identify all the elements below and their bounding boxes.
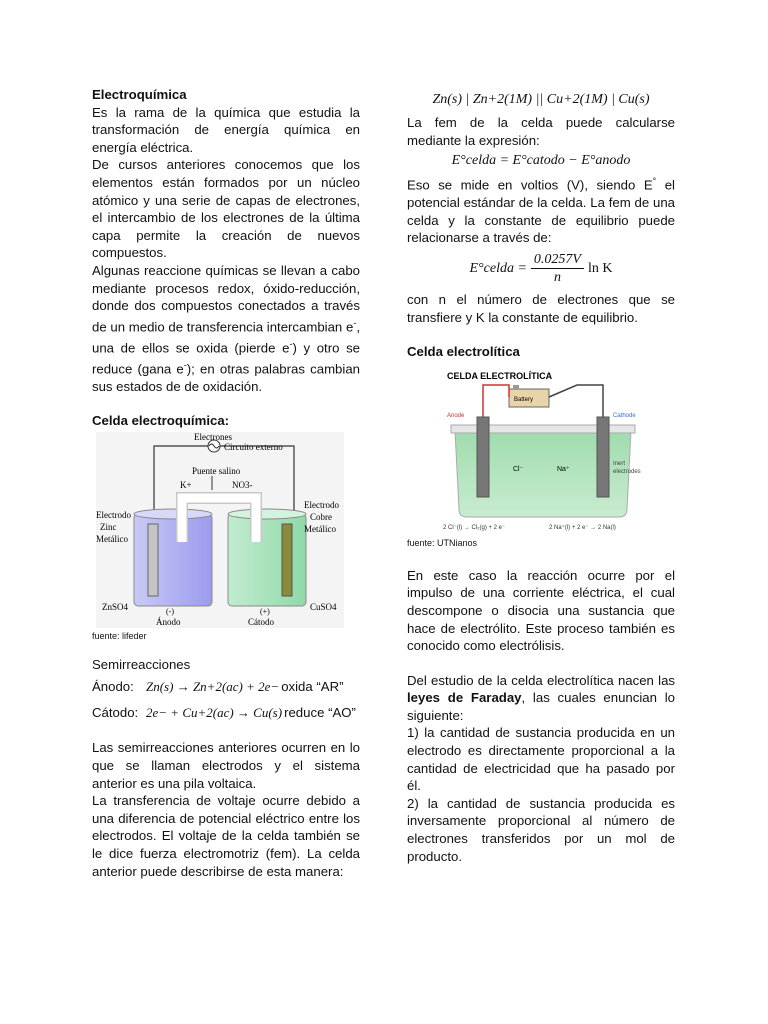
fig-title: CELDA ELECTROLÍTICA [447, 370, 553, 381]
fig-label: Cl⁻ [513, 465, 524, 473]
right-column [407, 86, 675, 865]
paragraph: Las semirreacciones anteriores ocurren en lo que se llaman electrodos y el sistema anterior es una pila voltaica. [92, 740, 360, 791]
fem-equation: E°celda = E°catodo − E°anodo [451, 153, 631, 169]
paragraph: Eso se mide en voltios (V), siendo E° el potencial estándar de la celda. La fem de una celda y la constante de equilibrio puede relacionarse a través de: [407, 176, 675, 246]
list-item: 1) la cantidad de sustancia producida en un electrodo es directamente proporcional a la cantidad de electricidad que ha pasado por él. [407, 725, 675, 794]
electrochemical-cell-figure [96, 432, 344, 628]
fig-label: Ánodo [156, 616, 181, 627]
section-heading: Celda electroquímica: [92, 413, 230, 429]
paragraph: Es la rama de la química que estudia la transformación de energía química en energía eléctrica. [92, 104, 360, 155]
paragraph: La fem de la celda puede calcularse mediante la expresión: [407, 115, 675, 148]
anode-equation: Zn(s) → Zn+2(ac) + 2e− [146, 678, 280, 694]
fig-label: CuSO4 [310, 601, 337, 612]
paragraph: Del estudio de la celda electrolítica nacen las leyes de Faraday, las cuales enuncian lo siguiente: [407, 672, 675, 723]
paragraph: Semirreacciones [92, 656, 191, 672]
cathode-equation: 2e− + Cu+2(ac) → Cu(s) [146, 704, 283, 720]
fig-label: Electrodo [96, 509, 131, 520]
paragraph: De cursos anteriores conocemos que los elementos están formados por un núcleo atómico y una serie de capas de electrones, el intercambio de los electrones de la última capa permite la creación de nuevos compuestos. [92, 157, 360, 261]
fig-label: 2 Cl⁻(l) → Cl₂(g) + 2 e⁻ [443, 524, 506, 531]
paragraph: La transferencia de voltaje ocurre debido a una diferencia de potencial eléctrico entre los electrodos. El voltaje de la celda también se le dice fuerza electromotriz (fem). La celda anterior puede describirse de esta manera: [92, 793, 360, 879]
fig-label: Battery [514, 396, 534, 403]
electrolytic-cell-figure [437, 367, 649, 535]
fig-label: Electrones [194, 431, 232, 442]
cathode-reaction: Cátodo: 2e− + Cu+2(ac) → Cu(s) reduce “AO” [92, 704, 356, 720]
section-heading: Celda electrolítica [407, 344, 520, 360]
fig-label: Puente salino [192, 465, 241, 476]
figure-source: fuente: UTNianos [407, 537, 478, 548]
fig-label: Inert [613, 460, 626, 467]
anode-reaction: Ánodo: Zn(s) → Zn+2(ac) + 2e− oxida “AR” [92, 678, 344, 694]
list-item: 2) la cantidad de sustancia producida es inversamente proporcional al número de electrones transferidos por un mol de producto. [407, 795, 675, 864]
fig-label: ZnSO4 [102, 601, 129, 612]
fig-label: Na⁺ [557, 465, 570, 473]
cell-notation: Zn(s) | Zn+2(1M) || Cu+2(1M) | Cu(s) [432, 92, 650, 107]
nernst-equation: E°celda = $\frac{0.0257V}{n}$ ln K [469, 251, 613, 286]
fig-label: Anode [447, 412, 465, 419]
fig-label: Cathode [613, 412, 636, 419]
fig-label: Circuito externo [224, 441, 283, 452]
fig-label: Metálico [304, 523, 336, 534]
fig-label: (-) [166, 606, 174, 616]
paragraph: Algunas reaccione químicas se llevan a cabo mediante procesos redox, óxido-reducción, donde dos compuestos conectados a través de un medio de transferencia intercambian e-, una de ellos se oxida (pierde e-) y otro se reduce (gana e-); en otras palabras cambian sus estados de de oxidación. [92, 262, 360, 394]
fig-label: NO3- [232, 479, 253, 490]
fig-label: electrodes [613, 468, 641, 475]
fig-label: 2 Na⁺(l) + 2 e⁻ → 2 Na(l) [549, 524, 616, 531]
fig-label: K+ [180, 479, 192, 490]
fig-label: Cátodo [248, 616, 274, 627]
fig-label: Electrodo [304, 499, 339, 510]
fig-label: Metálico [96, 533, 128, 544]
paragraph: En este caso la reacción ocurre por el impulso de una corriente eléctrica, el cual descompone o disocia una sustancia que hace de electrólito. Este proceso también es conocido como electrólisis. [407, 567, 675, 654]
faraday-laws: leyes de Faraday [407, 690, 522, 706]
fig-label: Zinc [100, 521, 117, 532]
paragraph: con n el número de electrones que se transfiere y K la constante de equilibrio. [407, 291, 675, 325]
figure-source: fuente: lifeder [92, 630, 147, 641]
left-column [92, 86, 360, 880]
fig-label: Cobre [310, 511, 332, 522]
section-title: Electroquímica [92, 87, 187, 102]
fig-label: (+) [260, 606, 270, 616]
